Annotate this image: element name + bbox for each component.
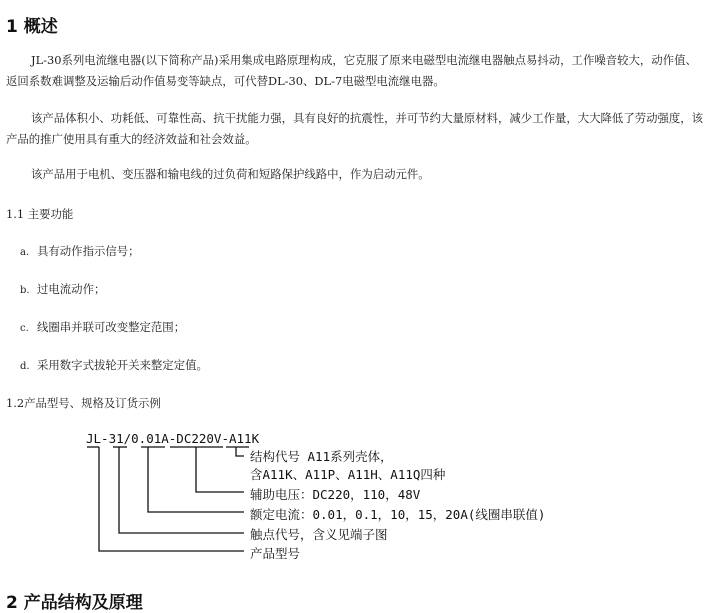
section-2-heading: 2 产品结构及原理 [6,593,143,613]
intro-paragraph-2: 该产品体积小、功耗低、可靠性高、抗干扰能力强，具有良好的抗震性，并可节约大量原材料，减少工作量，大大降低了劳动强度，该产品的推广使用具有重大的经济效益和社会效益。 [6,111,704,146]
list-marker: d. [20,361,30,372]
model-code: JL-31/0.01A-DC220V-A11K [86,431,260,446]
intro-paragraph-3: 该产品用于电机、变压器和输电线的过负荷和短路保护线路中，作为启动元件。 [31,167,430,181]
list-item-text: 过电流动作； [37,282,106,296]
section-1-2-heading: 1.2产品型号、规格及订货示例 [6,396,161,410]
label-contact-code: 触点代号，含义见端子图 [250,527,388,542]
section-1-1-heading: 1.1 主要功能 [6,207,74,221]
label-rated-current: 额定电流：0.01，0.1，10，15，20A(线圈串联值) [250,507,546,522]
label-aux-voltage: 辅助电压：DC220，110，48V [250,487,421,502]
list-item-text: 具有动作指示信号； [37,244,140,258]
label-structure-code-cont: 含A11K、A11P、A11H、A11Q四种 [250,467,446,482]
section-1-heading: 1 概述 [6,17,58,37]
list-item-text: 采用数字式拔轮开关来整定定值。 [37,358,208,372]
list-marker: c. [20,323,29,334]
label-product-model: 产品型号 [250,546,301,561]
list-item-text: 线圈串并联可改变整定范围； [37,320,186,334]
list-marker: b. [20,285,30,296]
label-structure-code: 结构代号 A11系列壳体， [250,449,393,464]
list-marker: a. [20,247,30,258]
intro-paragraph-1: JL-30系列电流继电器(以下简称产品)采用集成电路原理构成，它克服了原来电磁型电流继电器触点易抖动，工作噪音较大，动作值、返回系数难调整及运输后动作值易变等缺点，可代替DL-30、DL-7电磁型电流继电器。 [6,53,697,88]
